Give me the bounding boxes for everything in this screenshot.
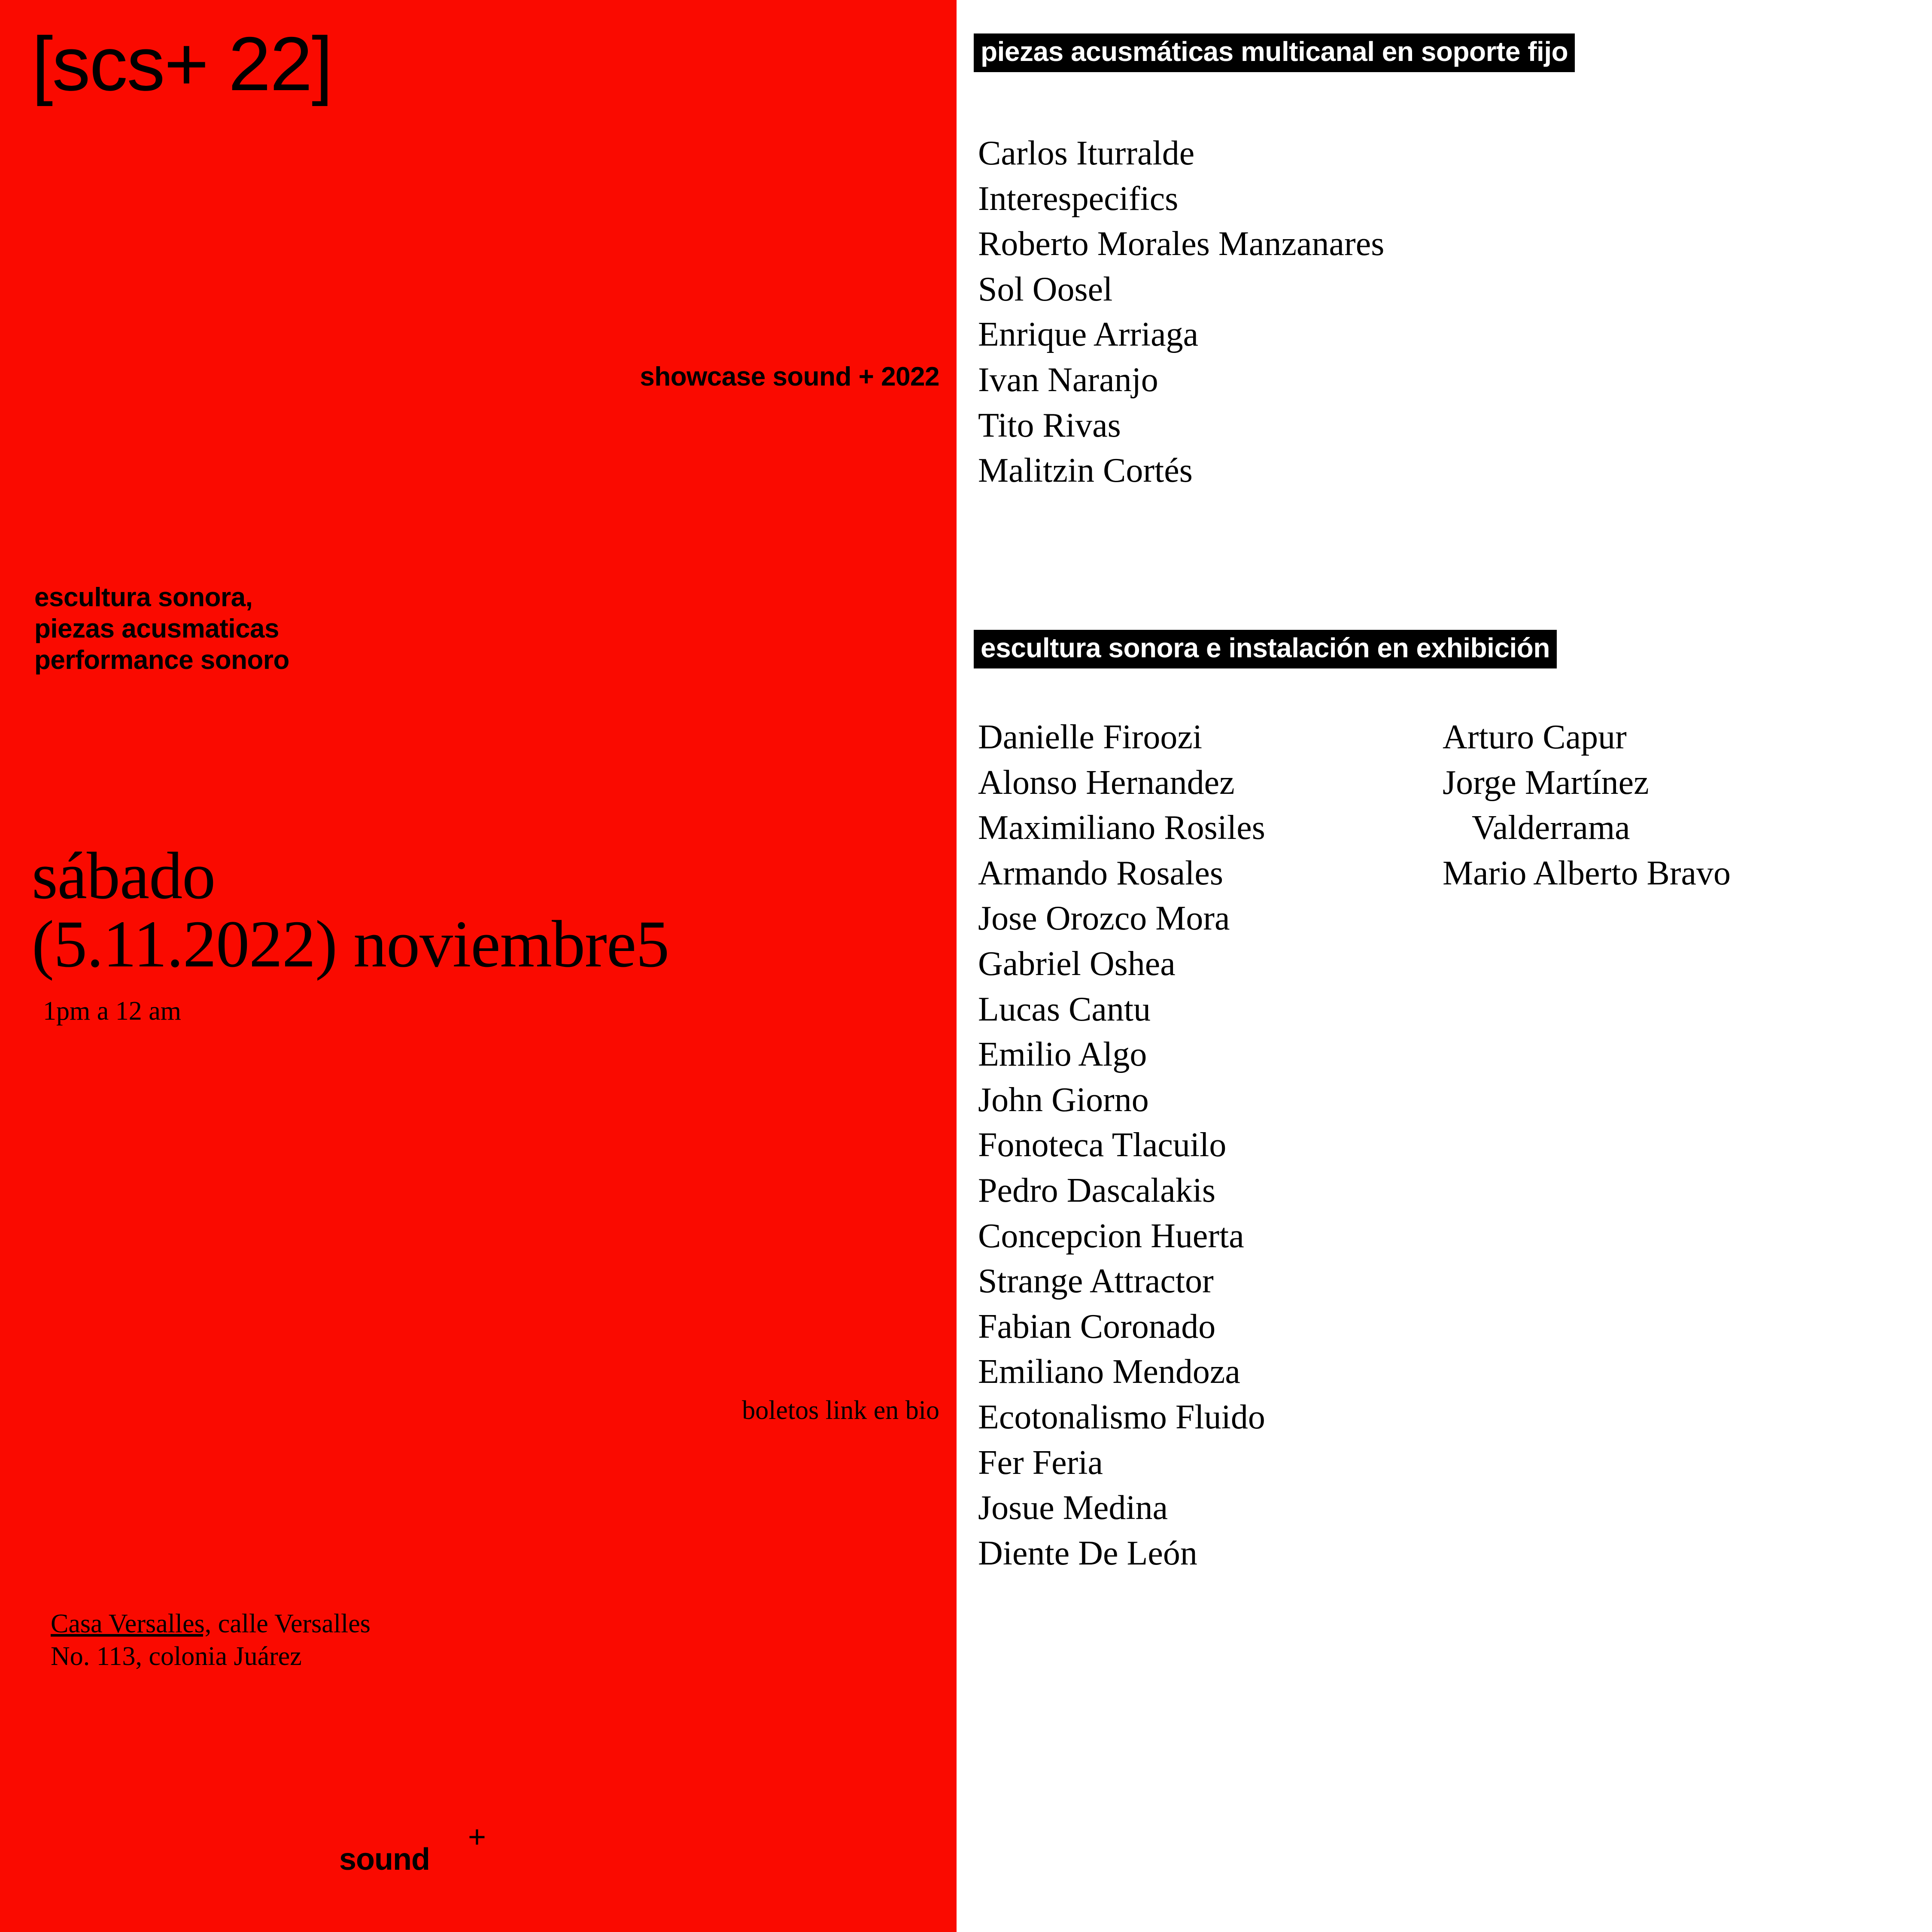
plus-icon: + — [468, 1820, 486, 1854]
list-item: Gabriel Oshea — [978, 945, 1176, 983]
artist-list-acusmaticas — [978, 131, 1384, 494]
list-item: Ivan Naranjo — [978, 361, 1158, 399]
list-item: Concepcion Huerta — [978, 1217, 1244, 1255]
section-1-header-wrap — [974, 33, 1575, 72]
list-item: Ecotonalismo Fluido — [978, 1398, 1265, 1436]
list-item: Emiliano Mendoza — [978, 1353, 1240, 1391]
page-title: [scs+ 22] — [32, 21, 332, 106]
right-white-panel — [957, 0, 1932, 1932]
subject-line-2: piezas acusmaticas — [34, 614, 279, 644]
list-item: John Giorno — [978, 1081, 1149, 1119]
event-time: 1pm a 12 am — [43, 996, 181, 1026]
list-item: Emilio Algo — [978, 1036, 1147, 1074]
venue-street: calle Versalles — [211, 1609, 371, 1638]
logo-word: sound — [339, 1842, 430, 1877]
venue-line-2: No. 113, colonia Juárez — [51, 1641, 302, 1671]
subject-description — [34, 582, 289, 676]
list-item: Lucas Cantu — [978, 990, 1151, 1028]
list-item: Armando Rosales — [978, 854, 1224, 892]
list-item: Jorge Martínez — [1443, 763, 1649, 802]
list-item: Roberto Morales Manzanares — [978, 225, 1385, 263]
list-item: Carlos Iturralde — [978, 134, 1195, 172]
list-item: Pedro Dascalakis — [978, 1171, 1216, 1209]
list-item: Diente De León — [978, 1534, 1197, 1572]
sound-plus-logo — [339, 1820, 486, 1877]
list-item: Arturo Capur — [1443, 718, 1627, 756]
subject-line-1: escultura sonora, — [34, 583, 253, 612]
list-item: Strange Attractor — [978, 1262, 1214, 1300]
section-2-header-wrap — [974, 630, 1557, 668]
artist-list-escultura-column-1 — [978, 715, 1265, 1576]
list-item: Tito Rivas — [978, 406, 1121, 444]
event-date-full: (5.11.2022) noviembre5 — [32, 907, 669, 981]
list-item: Maximiliano Rosiles — [978, 809, 1265, 847]
list-item: Mario Alberto Bravo — [1443, 854, 1731, 892]
venue-address — [51, 1608, 371, 1673]
event-date — [32, 838, 669, 981]
artist-list-escultura-column-2 — [1443, 715, 1731, 896]
venue-line-1 — [51, 1608, 371, 1640]
showcase-subtitle: showcase sound + 2022 — [640, 362, 939, 392]
list-item: Josue Medina — [978, 1489, 1168, 1527]
list-item: Valderrama — [1472, 809, 1630, 847]
section-header-acusmaticas: piezas acusmáticas multicanal en soporte fijo — [974, 33, 1575, 72]
list-item: Danielle Firoozi — [978, 718, 1203, 756]
list-item: Fonoteca Tlacuilo — [978, 1126, 1227, 1164]
list-item: Malitzin Cortés — [978, 452, 1193, 490]
event-weekday: sábado — [32, 838, 216, 913]
list-item: Fabian Coronado — [978, 1307, 1216, 1346]
tickets-link-note[interactable]: boletos link en bio — [742, 1396, 939, 1425]
left-red-panel — [0, 0, 957, 1932]
section-header-escultura: escultura sonora e instalación en exhibición — [974, 630, 1557, 668]
list-item: Sol Oosel — [978, 270, 1113, 308]
list-item: Enrique Arriaga — [978, 316, 1199, 354]
venue-name[interactable]: Casa Versalles, — [51, 1609, 212, 1638]
list-item: Jose Orozco Mora — [978, 899, 1230, 938]
list-item: Interespecifics — [978, 179, 1179, 218]
list-item: Alonso Hernandez — [978, 763, 1235, 802]
list-item: Fer Feria — [978, 1443, 1103, 1482]
subject-line-3: performance sonoro — [34, 645, 289, 675]
